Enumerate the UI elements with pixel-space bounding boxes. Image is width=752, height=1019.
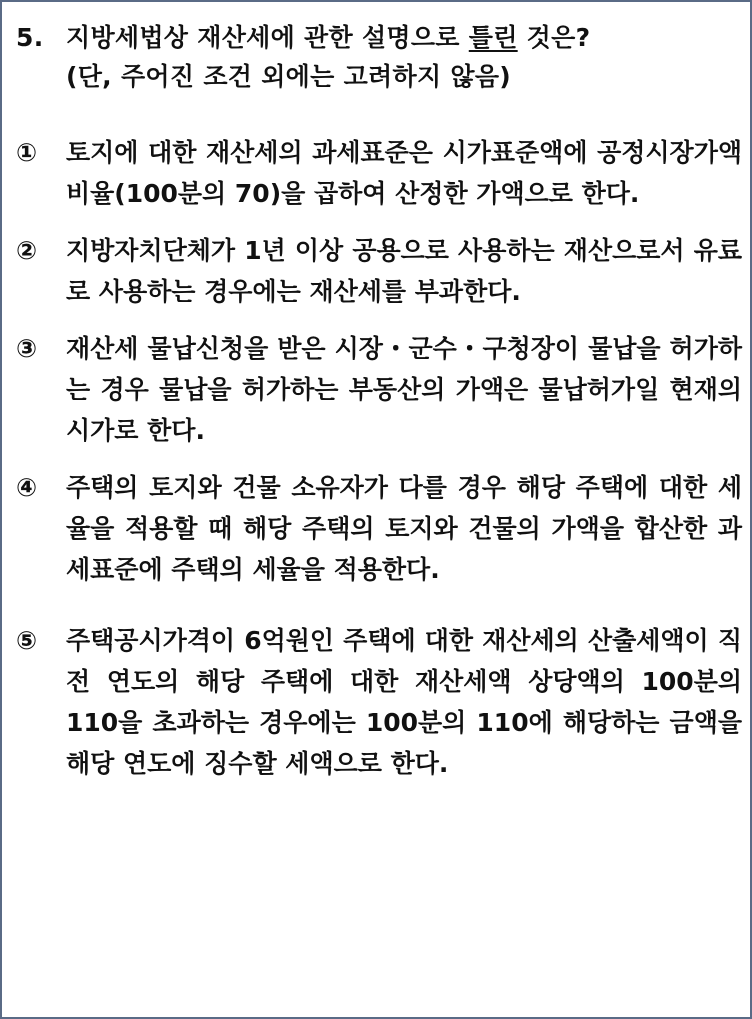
answer-option-5[interactable]: [16, 620, 742, 784]
option-text: 주택공시가격이 6억원인 주택에 대한 재산세의 산출세액이 직전 연도의 해당 주택에 대한 재산세액 상당액의 100분의 110을 초과하는 경우에는 100분의 110에 해당하는 금액을 해당 연도에 징수할 세액으로 한다.: [66, 626, 742, 778]
question-number: 5.: [16, 23, 44, 52]
answer-option-1[interactable]: [16, 132, 742, 214]
question-text-before: 지방세법상 재산세에 관한 설명으로: [66, 23, 469, 52]
option-marker: ⑤: [16, 626, 38, 655]
answer-option-4[interactable]: [16, 467, 742, 590]
answer-option-2[interactable]: [16, 230, 742, 312]
question-condition: (단, 주어진 조건 외에는 고려하지 않음): [66, 62, 512, 91]
option-marker: ③: [16, 334, 38, 363]
question-text-after: 것은?: [517, 23, 591, 52]
question-line: [16, 18, 746, 57]
option-marker: ②: [16, 236, 38, 265]
option-text: 재산세 물납신청을 받은 시장・군수・구청장이 물납을 허가하는 경우 물납을 허가하는 부동산의 가액은 물납허가일 현재의 시가로 한다.: [66, 334, 742, 445]
question-block: [16, 18, 746, 96]
option-text: 지방자치단체가 1년 이상 공용으로 사용하는 재산으로서 유료로 사용하는 경우에는 재산세를 부과한다.: [66, 236, 742, 306]
question-underlined-word: 틀린: [468, 23, 518, 52]
answer-option-3[interactable]: [16, 328, 742, 451]
option-marker: ①: [16, 138, 38, 167]
option-text: 주택의 토지와 건물 소유자가 다를 경우 해당 주택에 대한 세율을 적용할 때 해당 주택의 토지와 건물의 가액을 합산한 과세표준에 주택의 세율을 적용한다.: [66, 473, 742, 584]
option-marker: ④: [16, 473, 38, 502]
question-text: [66, 18, 590, 57]
option-text: 토지에 대한 재산세의 과세표준은 시가표준액에 공정시장가액비율(100분의 70)을 곱하여 산정한 가액으로 한다.: [66, 138, 742, 208]
answer-options: [16, 132, 742, 784]
